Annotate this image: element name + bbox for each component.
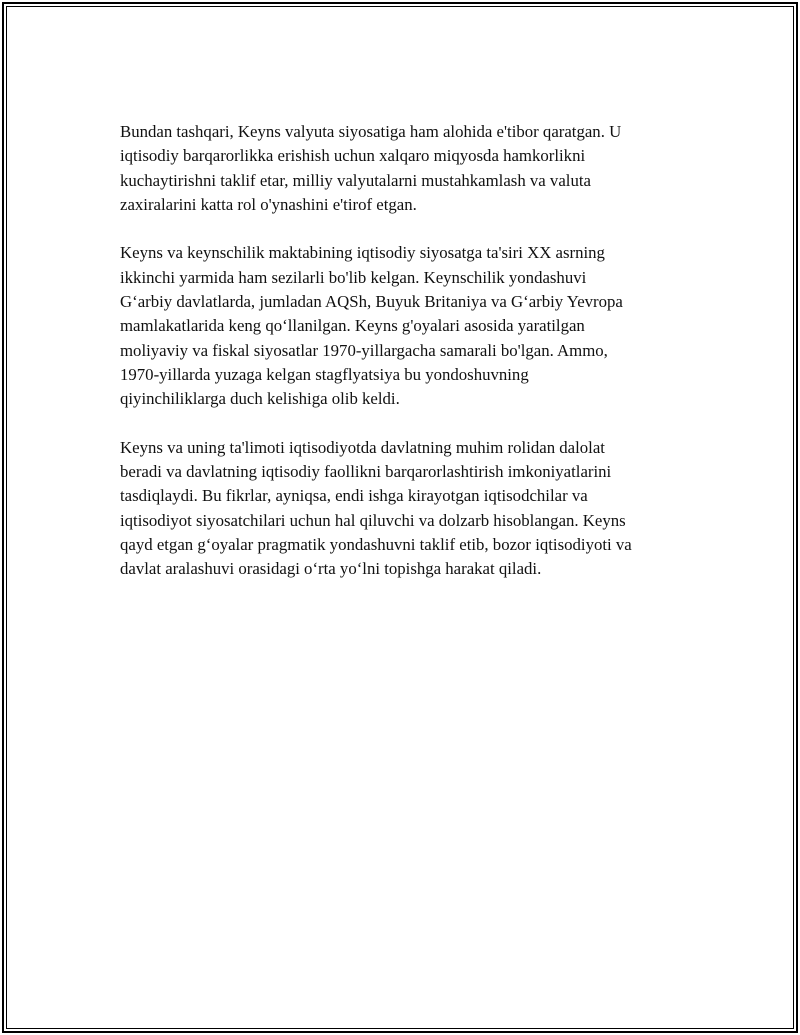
document-body [120,120,688,606]
text-line: tasdiqlaydi. Bu fikrlar, ayniqsa, endi ishga kirayotgan iqtisodchilar va [120,486,588,506]
paragraph-2 [120,241,688,411]
text-line: iqtisodiy barqarorlikka erishish uchun xalqaro miqyosda hamkorlikni [120,146,586,166]
text-line: ikkinchi yarmida ham sezilarli bo'lib kelgan. Keynschilik yondashuvi [120,267,587,287]
text-line: moliyaviy va fiskal siyosatlar 1970-yillargacha samarali bo'lgan. Ammo, [120,340,608,360]
text-line: qayd etgan g‘oyalar pragmatik yondashuvni taklif etib, bozor iqtisodiyoti va [120,535,632,555]
text-line: zaxiralarini katta rol o'ynashini e'tirof etgan. [120,194,417,214]
paragraph-3 [120,436,688,582]
text-line: Bundan tashqari, Keyns valyuta siyosatiga ham alohida e'tibor qaratgan. U [120,122,622,141]
text-line: Keyns va uning ta'limoti iqtisodiyotda davlatning muhim rolidan dalolat [120,437,605,457]
text-line: qiyinchiliklarga duch kelishiga olib keldi. [120,389,400,409]
text-line: kuchaytirishni taklif etar, milliy valyutalarni mustahkamlash va valuta [120,170,591,190]
text-line: 1970-yillarda yuzaga kelgan stagflyatsiya bu yondoshuvning [120,364,529,384]
page-border [2,2,798,1033]
text-line: Keyns va keynschilik maktabining iqtisodiy siyosatga ta'siri XX asrning [120,243,605,263]
text-line: davlat aralashuvi orasidagi o‘rta yo‘lni topishga harakat qiladi. [120,559,542,579]
text-line: mamlakatlarida keng qo‘llanilgan. Keyns g'oyalari asosida yaratilgan [120,316,585,336]
paragraph-1 [120,120,688,217]
text-line: beradi va davlatning iqtisodiy faollikni barqarorlashtirish imkoniyatlarini [120,462,612,482]
text-line: G‘arbiy davlatlarda, jumladan AQSh, Buyuk Britaniya va G‘arbiy Yevropa [120,292,623,312]
text-line: iqtisodiyot siyosatchilari uchun hal qiluvchi va dolzarb hisoblangan. Keyns [120,510,626,530]
